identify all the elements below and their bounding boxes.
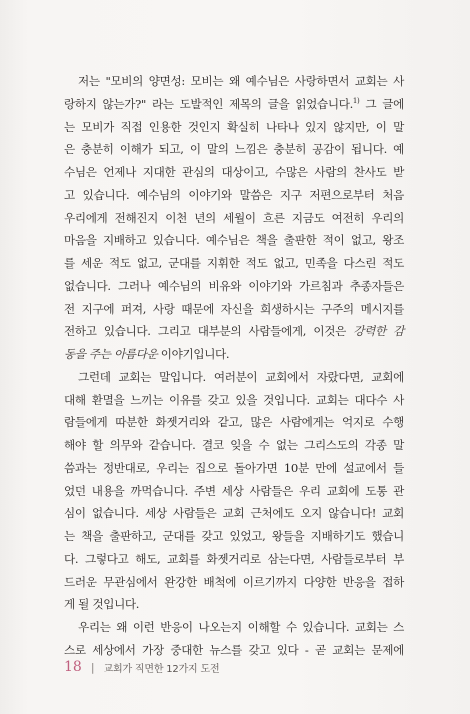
body-text bbox=[64, 70, 404, 662]
text-line: 동을 주는 아름다운 이야기입니다. bbox=[64, 347, 230, 361]
text-line: 수님은 언제나 지대한 관심의 대상이고, 수많은 사람의 찬사도 받 bbox=[64, 165, 404, 179]
text-line: 우리는 왜 이런 반응이 나오는지 이해할 수 있습니다. 교회는 스 bbox=[78, 620, 404, 634]
paragraph-2 bbox=[64, 366, 404, 616]
text-line: 랑하지 않는가?" 라는 도발적인 제목의 글을 읽었습니다.$^{1)}$ 그 글에 bbox=[64, 96, 404, 111]
text-line: 우리에게 전해진지 이천 년의 세월이 흐른 지금도 여전히 우리의 bbox=[64, 210, 404, 225]
text-line: 전하고 있습니다. 그리고 대부분의 사람들에게, 이것은 강력한 감 bbox=[64, 324, 404, 339]
paragraph-1 bbox=[64, 70, 404, 366]
text-line: 람들에게 따분한 화젯거리와 같고, 많은 사람에게는 억지로 수행 bbox=[64, 415, 404, 430]
text-line: 은 충분히 이해가 되고, 이 말의 느낌은 충분히 공감이 됩니다. 예 bbox=[64, 142, 404, 157]
text-line: 는 모비가 직접 인용한 것인지 확실히 나타나 있지 않지만, 이 말 bbox=[64, 119, 404, 134]
text-line: 스로 세상에서 가장 중대한 뉴스를 갖고 있다 - 곧 교회는 문제에 bbox=[64, 642, 404, 657]
text-line: 그런데 교회는 말입니다. 여러분이 교회에서 자랐다면, 교회에 bbox=[78, 369, 404, 384]
text-line: 마음을 지배하고 있습니다. 예수님은 책을 출판한 적이 없고, 왕조 bbox=[64, 233, 404, 248]
text-line: 고 있습니다. 예수님의 이야기와 말씀은 지구 저편으로부터 처음 bbox=[64, 187, 404, 202]
text-line: 다. 그렇다고 해도, 교회를 화젯거리로 삼는다면, 사람들로부터 부 bbox=[64, 551, 404, 566]
text-line: 게 될 것입니다. bbox=[64, 597, 140, 612]
running-title: 교회가 직면한 12가지 도전 bbox=[103, 663, 220, 675]
emphasis-text: 강력한 감 bbox=[353, 324, 404, 339]
page-footer bbox=[64, 659, 219, 675]
text-line: 드러운 무관심에서 완강한 배척에 이르기까지 다양한 반응을 접하 bbox=[64, 574, 404, 589]
text-line: 저는 "모비의 양면성: 모비는 왜 예수님은 사랑하면서 교회는 사 bbox=[78, 74, 404, 88]
text-line: 전 지구에 퍼져, 사랑 때문에 자신을 희생하시는 구주의 메시지를 bbox=[64, 301, 404, 316]
footnote-marker: 1) bbox=[352, 96, 360, 105]
text-line: 대해 환멸을 느끼는 이유를 갖고 있을 것입니다. 교회는 대다수 사 bbox=[64, 392, 404, 407]
footer-separator: | bbox=[90, 660, 95, 674]
text-line: 를 세운 적도 없고, 군대를 지휘한 적도 없고, 민족을 다스린 적도 bbox=[64, 256, 404, 270]
text-line: 없습니다. 그러나 예수님의 비유와 이야기와 가르침과 추종자들은 bbox=[64, 278, 404, 293]
text-line: 심이 없습니다. 세상 사람들은 교회 근처에도 오지 않습니다! 교회 bbox=[64, 506, 404, 521]
page-number: 18 bbox=[64, 659, 82, 675]
paragraph-3 bbox=[64, 616, 404, 662]
text-line: 었던 내용을 까먹습니다. 주변 세상 사람들은 우리 교회에 도통 관 bbox=[64, 483, 404, 498]
emphasis-text: 동을 주는 아름다운 bbox=[64, 347, 158, 361]
text-line: 씀과는 정반대로, 우리는 집으로 돌아가면 10분 만에 설교에서 들 bbox=[64, 460, 404, 475]
text-line: 는 책을 출판하고, 군대를 갖고 있었고, 왕들을 지배하기도 했습니 bbox=[64, 529, 404, 543]
text-line: 해야 할 의무와 같습니다. 결코 잊을 수 없는 그리스도의 각종 말 bbox=[64, 438, 404, 452]
